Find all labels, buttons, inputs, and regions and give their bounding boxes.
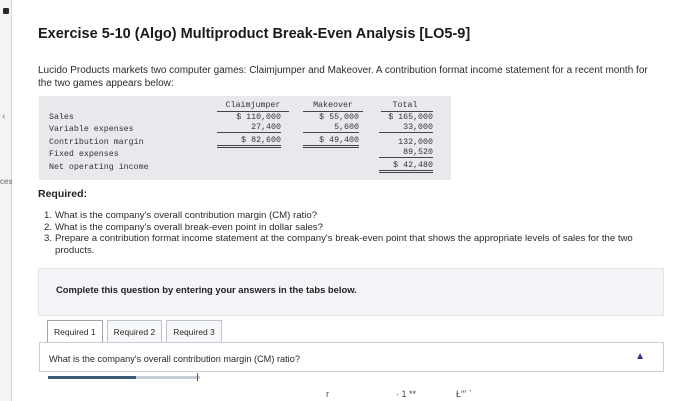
column-header-makeover: Makeover	[313, 101, 353, 110]
instruction-panel	[38, 268, 664, 316]
required-item	[44, 233, 674, 256]
cell-makeover-variable: 5,600	[303, 123, 359, 133]
required-item-number: 1.	[44, 210, 53, 221]
answer-input-underline[interactable]	[48, 376, 200, 379]
tab-required-3[interactable]: Required 3	[166, 320, 222, 342]
instruction-text: Complete this question by entering your answers in the tabs below.	[56, 284, 357, 295]
requirement-tabs	[47, 320, 226, 342]
required-heading: Required:	[38, 188, 88, 200]
required-item-text: What is the company's overall break-even point in dollar sales?	[55, 221, 323, 233]
question-text: What is the company's overall contribution margin (CM) ratio?	[49, 354, 300, 364]
header-rule-total	[381, 111, 433, 112]
cell-total-fixed: 89,520	[379, 148, 433, 158]
cell-makeover-sales: $ 55,000	[319, 113, 359, 122]
cell-total-sales: $ 165,000	[388, 113, 433, 122]
cell-total-variable: 33,000	[379, 123, 433, 133]
required-item-number: 3.	[44, 233, 53, 244]
intro-text: Lucido Products markets two computer games: Claimjumper and Makeover. A contribution format income statement for a recent month for the two games appears below:	[38, 65, 648, 89]
sidebar-fragment: ces	[0, 177, 13, 186]
row-label-net-operating-income: Net operating income	[49, 163, 149, 172]
cell-claimjumper-variable: 27,400	[217, 123, 281, 133]
required-item-number: 2.	[44, 221, 53, 233]
text-cursor	[197, 373, 198, 381]
column-header-claimjumper: Claimjumper	[225, 101, 281, 110]
menu-icon[interactable]	[3, 8, 9, 14]
cell-claimjumper-sales: $ 110,000	[236, 113, 281, 122]
answer-input-fill	[48, 376, 136, 379]
bottom-fragment: Ł′′′ `	[456, 389, 472, 399]
row-label-sales: Sales	[49, 113, 74, 122]
bottom-fragment: · 1 **	[396, 389, 417, 399]
column-header-total: Total	[392, 101, 418, 110]
required-item	[44, 210, 674, 222]
bottom-fragment: r	[326, 389, 329, 399]
header-rule-claimjumper	[217, 111, 289, 112]
required-item-text: What is the company's overall contribution margin (CM) ratio?	[55, 210, 318, 221]
required-item-text: Prepare a contribution format income statement at the company's break-even point that shows the appropriate levels of sales for the two products.	[55, 233, 633, 256]
collapse-arrow-icon[interactable]: ▲	[635, 351, 645, 362]
cell-makeover-cm: $ 49,400	[303, 136, 359, 148]
tab-required-1[interactable]: Required 1	[47, 320, 103, 342]
question-bar	[39, 342, 664, 372]
cell-total-cm: 132,000	[398, 138, 433, 147]
header-rule-makeover	[303, 111, 363, 112]
cell-total-noi: $ 42,480	[379, 161, 433, 173]
row-label-contribution-margin: Contribution margin	[49, 138, 144, 147]
required-list	[44, 210, 674, 256]
tab-required-2[interactable]: Required 2	[107, 320, 163, 342]
cell-claimjumper-cm: $ 82,600	[217, 136, 281, 148]
left-edge-strip	[0, 0, 12, 401]
page-title: Exercise 5-10 (Algo) Multiproduct Break-Even Analysis [LO5-9]	[38, 26, 471, 42]
row-label-variable-expenses: Variable expenses	[49, 125, 134, 134]
required-item	[44, 222, 674, 234]
row-label-fixed-expenses: Fixed expenses	[49, 150, 119, 159]
income-statement-table	[39, 96, 451, 180]
chevron-left-icon[interactable]: ‹	[2, 111, 6, 122]
